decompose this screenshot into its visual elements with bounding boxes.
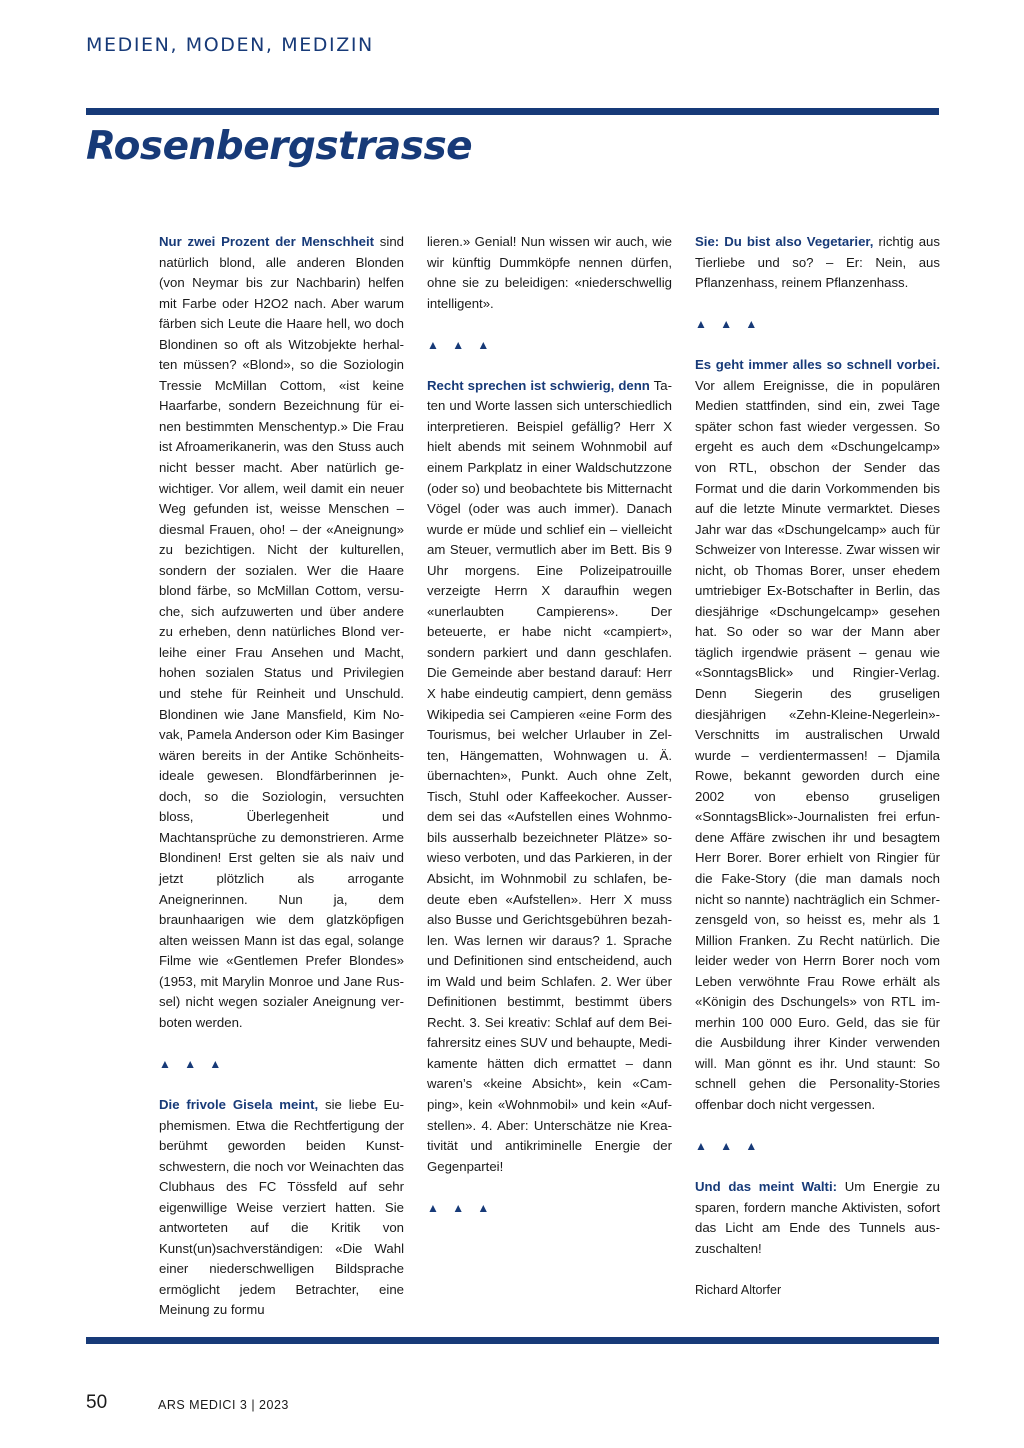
author-name: Richard Altorfer [695,1282,782,1297]
paragraph-blond [159,232,404,1033]
lead-in: Die frivole Gisela meint, [159,1096,319,1112]
page-title: Rosenbergstrasse [86,124,473,169]
lead-in: Und das meint Walti: [695,1179,838,1195]
top-rule [86,108,939,115]
lead-in: Sie: Du bist also Vegetarier, [695,234,874,249]
lead-in: Recht sprechen ist schwierig, denn [427,377,650,393]
body-text: lieren.» Genial! Nun wissen wir auch, wie wir künftig Dummköpfe nennen dürfen, ohne sie zu beleidigen: «niederschwellig intelligent». [427,234,672,311]
paragraph-dschungel [695,355,940,1115]
paragraph-recht [427,376,672,1177]
body-text: sie liebe Euphemismen. Etwa die Rechtfertigung der berühmt geworden beiden Kunstschwestern, die noch vor Weinachten das Clubhaus des FC Tössfeld auf sehr eigenwillige Weise verziert hatten. Sie antworteten auf die Kritik von Kunst(un)sachverständigen: «Die Wahl einer niederschwelligen Bildsprache ermöglicht jedem Betrachter, eine Meinung zu formu [159,1096,405,1318]
column-1 [159,232,404,1321]
paragraph-walti [695,1177,940,1259]
body-text: Vor allem Ereignisse, die in populären Medien stattfinden, sind ein, zwei Tage später schon fast wieder vergessen. So ergeht es auch dem «Dschungelcamp» von RTL, obschon der Sender das Format und die darin Vorkommenden bis auf die letzte Minute vermarktet. Dieses Jahr war das «Dschungelcamp» auch für Schweizer von Interesse. Zwar wissen wir nicht, ob Thomas Borer, unser ehedem umtriebiger Ex-Botschafter in Berlin, das diesjährige «Dschungelcamp» gesehen hat. So oder so war der Mann aber täglich irgendwie präsent – genau wie «SonntagsBlick» und Ringier-Verlag. Denn Siegerin des gruseligen diesjährigen «Zehn-Kleine-Negerlein»-Verschnitts im australischen Urwald wurde – verdientermassen! – Djamila Rowe, bekannt geworden durch eine 2002 von ebenso gruseligen «SonntagsBlick»-Journalisten frei erfundene Affäre zwischen ihr und besagtem Herr Borer. Borer erhielt von Ringier für die Fake-Story (die man damals noch nicht so nannte) nachträglich ein Schmerzensgeld von, so heisst es, mehr als 1 Million Franken. Zu Recht natürlich. Die leider weder von Herrn Borer noch vom Leben verwöhnte Frau Rowe erhält als «Königin des Dschungels» von RTL immerhin 100 000 Euro. Geld, das sie für die Ausbildung ihrer Kinder verwenden will. Man gönnt es ihr. Und staunt: So schnell gehen die Personality-Stories offenbar doch nicht vergessen. [695,377,940,1112]
body-text: richtig aus Tierliebe und so? – Er: Nein, aus Pflanzenhass, reinem Pflanzenhass. [695,234,940,291]
lead-in: Es geht immer alles so schnell vorbei. [695,357,940,373]
column-3 [695,232,940,1300]
separator-triangles: ▲ ▲ ▲ [695,317,763,332]
paragraph-vegetarier [695,232,940,294]
publication-info: ARS MEDICI 3 | 2023 [158,1398,289,1412]
body-text: Taten und Worte lassen sich unterschiedlich interpretieren. Beispiel gefällig? Herr X hielt abends mit seinem Wohnmobil auf einem Parkplatz in einer Waldschutzzone (oder so) und beobachtete bis Mitternacht Vögel (oder was auch immer). Danach wurde er müde und schlief ein – vielleicht am Steuer, vermutlich aber im Bett. Bis 9 Uhr morgens. Eine Polizeipatrouille verzeigte Herrn X daraufhin wegen «unerlaubten Campierens». Der beteuerte, er habe nicht «campiert», sondern parkiert und dann geschlafen. Die Gemeinde aber bestand darauf: Herr X habe eindeutig campiert, denn gemäss Wikipedia sei Campieren «eine Form des Tourismus, bei welcher Urlauber in Zelten, Hängematten, Wohnwagen u. Ä. übernachten», Punkt. Auch ohne Zelt, Tisch, Stuhl oder Kaffeekocher. Ausserdem sei das «Aufstellen eines Wohnmobils ausserhalb bezeichneter Plätze» sowieso verboten, und das Parkieren, in der Absicht, im Wohnmobil zu schlafen, bedeute eben «Aufstellen». Herr X muss also Busse und Gerichtsgebühren bezahlen. Was lernen wir daraus? 1. Sprache und Definitionen sind entscheidend, auch im Wald und beim Schlafen. 2. Wer über Definitionen bestimmt, bestimmt übers Recht. 3. Sei kreativ: Schlaf auf dem Beifahrersitz eines SUV und behaupte, Medikamente hätten dich ermattet – dann waren’s «keine Absicht», kein «Camping», kein «Wohnmobil» und kein «Aufstellen». 4. Aber: Unterschätze nie Kreativität und antikriminelle Energie der Gegenpartei! [427,377,672,1174]
body-text: Um Energie zu sparen, fordern manche Aktivisten, sofort das Licht am Ende des Tunnels auszuschalten! [695,1179,940,1256]
separator-triangles: ▲ ▲ ▲ [159,1056,227,1071]
separator-triangles: ▲ ▲ ▲ [427,1200,495,1215]
bottom-rule [86,1337,939,1344]
paragraph-continued [427,232,672,314]
paragraph-gisela [159,1095,404,1321]
page-number: 50 [86,1392,108,1413]
separator-triangles: ▲ ▲ ▲ [427,337,495,352]
separator-triangles: ▲ ▲ ▲ [695,1139,763,1154]
column-2 [427,232,672,1218]
section-label: MEDIEN, MODEN, MEDIZIN [86,34,374,56]
lead-in: Nur zwei Prozent der Menschheit [159,234,375,249]
body-text: sind natürlich blond, alle anderen Blonden (von Neymar bis zur Nachbarin) helfen mit Farbe oder H2O2 nach. Aber warum färben sich Leute die Haare hell, wo doch Blondinen so oft als Witzobjekte herhalten müssen? «Blond», so die Soziologin Tressie McMillan Cottom, «ist keine Haarfarbe, sondern Bezeichnung für einen bestimmten Menschentyp.» Die Frau ist Afroamerikanerin, was den Stuss auch nicht besser macht. Aber natürlich gewichtiger. Vor allem, weil damit ein neuer Weg gefunden ist, weisse Menschen – diesmal Frauen, oho! – der «Aneignung» zu bezichtigen. Nicht der kulturellen, sondern der sozialen. Wer die Haare blond färbe, so McMillan Cottom, versuche, sich aufzuwerten und über andere zu erheben, denn natürliches Blond verleihe einer Frau Ansehen und Macht, hohen sozialen Status und Privilegien und stehe für Reinheit und Unschuld. Blondinen wie Jane Mansfield, Kim Novak, Pamela Anderson oder Kim Basinger wären bereits in der Antike Schönheitsideale gewesen. Blondfärberinnen jedoch, so die Soziologin, versuchten bloss, Überlegenheit und Machtansprüche zu demonstrieren. Arme Blondinen! Erst gelten sie als naiv und jetzt plötzlich als arrogante Aneignerinnen. Nun ja, dem braunhaarigen wie dem glatzköpfigen alten weissen Mann ist das egal, solange Filme wie «Gentlemen Prefer Blondes» (1953, mit Marylin Monroe und Jane Russel) nicht wegen sozialer Aneignung verboten werden. [159,234,404,1030]
